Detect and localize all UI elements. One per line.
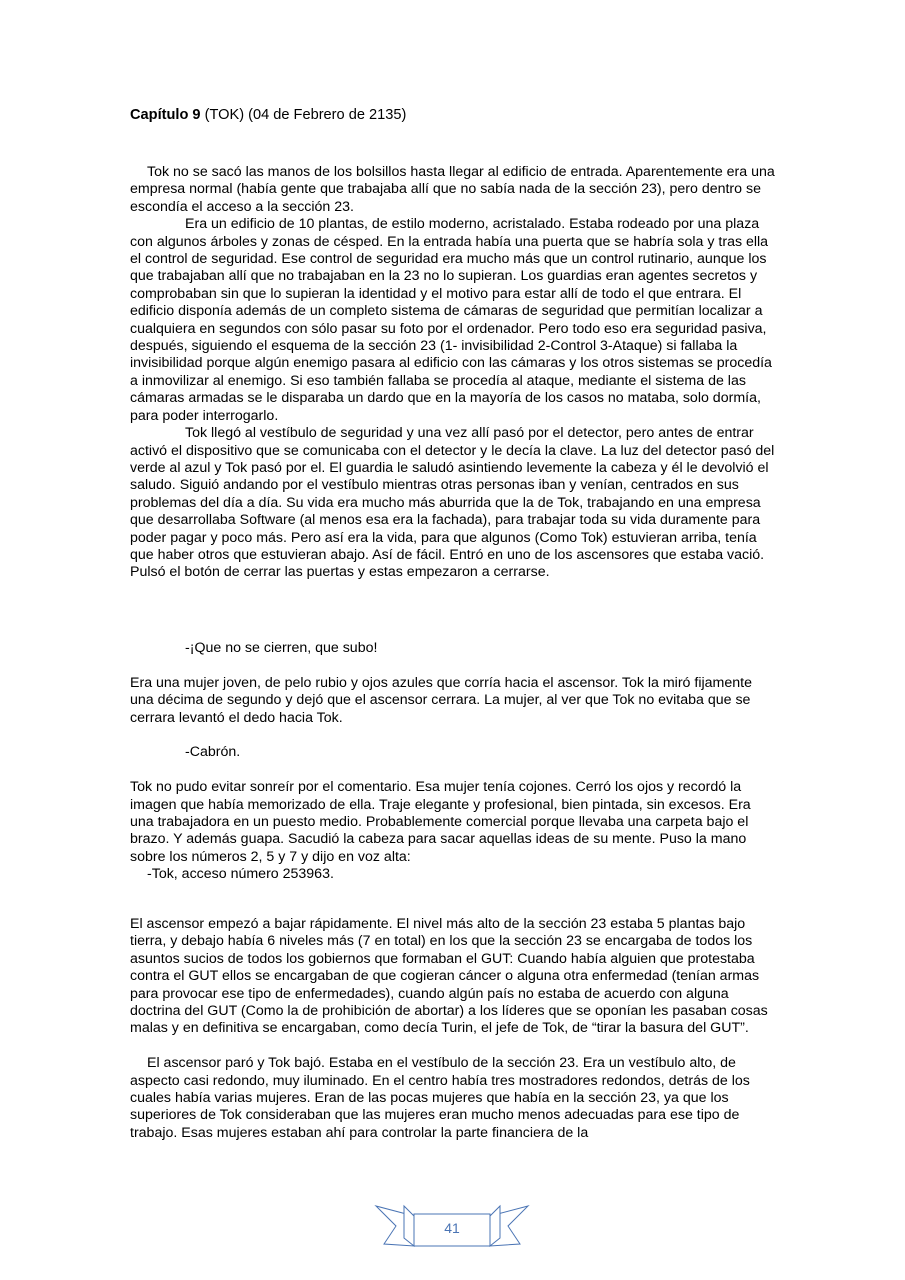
page-number: 41	[444, 1220, 460, 1236]
body-text-block-3	[130, 916, 778, 1142]
chapter-subtitle: (TOK) (04 de Febrero de 2135)	[204, 107, 407, 123]
dialogue-line-3: -Tok, acceso número 253963.	[147, 866, 334, 883]
paragraph-2: Era un edificio de 10 plantas, de estilo moderno, acristalado. Estaba rodeado por una plaza con algunos árboles y zonas de césped. En la entrada había una puerta que se habría sola y tras ella el control de seguridad. Ese control de seguridad era mucho más que un control rutinario, aunque los que trabajaban allí que no trabajaban en la 23 no lo supieran. Los guardias eran agentes secretos y comprobaban sin que lo supieran la identidad y el motivo para estar allí de todo el que entrara. El edificio disponía además de un completo sistema de cámaras de seguridad que permitían localizar a cualquiera en segundos con sólo pasar su foto por el ordenador. Pero todo eso era seguridad pasiva, después, siguiendo el esquema de la sección 23 (1- invisibilidad 2-Control 3-Ataque) si fallaba la invisibilidad porque algún enemigo pasara al edificio con las cámaras y los otros sistemas se procedía a inmovilizar al enemigo. Si eso también fallaba se procedía al ataque, mediante el sistema de las cámaras armadas se le disparaba un dardo que en la mayoría de los casos no mataba, solo dormía, para poder interrogarlo.	[130, 216, 772, 424]
paragraph-7: El ascensor paró y Tok bajó. Estaba en el vestíbulo de la sección 23. Era un vestíbulo alto, de aspecto casi redondo, muy iluminado. En el centro había tres mostradores redondos, detrás de los cuales había varias mujeres. Eran de las pocas mujeres que había en la sección 23, ya que los superiores de Tok consideraban que las mujeres eran mucho menos adecuadas para ese tipo de trabajo. Esas mujeres estaban ahí para controlar la parte financiera de la	[130, 1055, 750, 1141]
body-text-block-2	[130, 640, 778, 884]
paragraph-1: Tok no se sacó las manos de los bolsillos hasta llegar al edificio de entrada. Aparentemente era una empresa normal (había gente que trabajaba allí que no sabía nada de la sección 23), pero dentro se escondía el acceso a la sección 23.	[130, 164, 775, 215]
chapter-label: Capítulo 9	[130, 107, 201, 123]
body-text-block-1	[130, 164, 778, 582]
paragraph-6: El ascensor empezó a bajar rápidamente. El nivel más alto de la sección 23 estaba 5 plantas bajo tierra, y debajo había 6 niveles más (7 en total) en los que la sección 23 se encargaba de todos los asuntos sucios de todos los gobiernos que formaban el GUT: Cuando había alguien que protestaba contra el GUT ellos se encargaban de que cogieran cáncer o alguna otra enfermedad (tenían armas para provocar ese tipo de enfermedades), cuando algún país no estaba de acuerdo con alguna doctrina del GUT (Como la de prohibición de abortar) a los líderes que se oponían les pasaban cosas malas y en definitiva se encargaban, como decía Turin, el jefe de Tok, de “tirar la basura del GUT”.	[130, 916, 768, 1037]
paragraph-4: Era una mujer joven, de pelo rubio y ojos azules que corría hacia el ascensor. Tok la miró fijamente una décima de segundo y dejó que el ascensor cerrara. La mujer, al ver que Tok no evitaba que se cerrara levantó el dedo hacia Tok.	[130, 674, 752, 726]
paragraph-5: Tok no pudo evitar sonreír por el comentario. Esa mujer tenía cojones. Cerró los ojos y recordó la imagen que había memorizado de ella. Traje elegante y profesional, bien pintada, sin excesos. Era una trabajadora en un puesto medio. Probablemente comercial porque llevaba una carpeta bajo el brazo. Y además guapa. Sacudió la cabeza para sacar aquellas ideas de su mente. Puso la mano sobre los números 2, 5 y 7 y dijo en voz alta:	[130, 779, 751, 865]
dialogue-line-1: -¡Que no se cierren, que subo!	[185, 640, 378, 656]
dialogue-line-2: -Cabrón.	[185, 744, 241, 761]
page-number-footer	[374, 1202, 530, 1252]
paragraph-3: Tok llegó al vestíbulo de seguridad y una vez allí pasó por el detector, pero antes de entrar activó el dispositivo que se comunicaba con el detector y le decía la clave. La luz del detector pasó del verde al azul y Tok pasó por el. El guardia le saludó asintiendo levemente la cabeza y él le devolvió el saludo. Siguió andando por el vestíbulo mientras otras personas iban y venían, centrados en sus problemas del día a día. Su vida era mucho más aburrida que la de Tok, trabajando en una empresa que desarrollaba Software (al menos esa era la fachada), para trabajar toda su vida duramente para poder pagar y poco más. Pero así era la vida, para que algunos (Como Tok) estuvieran arriba, tenía que haber otros que estuvieran abajo. Así de fácil. Entró en uno de los ascensores que estaba vació. Pulsó el botón de cerrar las puertas y estas empezaron a cerrarse.	[130, 425, 775, 581]
chapter-heading	[130, 106, 406, 124]
